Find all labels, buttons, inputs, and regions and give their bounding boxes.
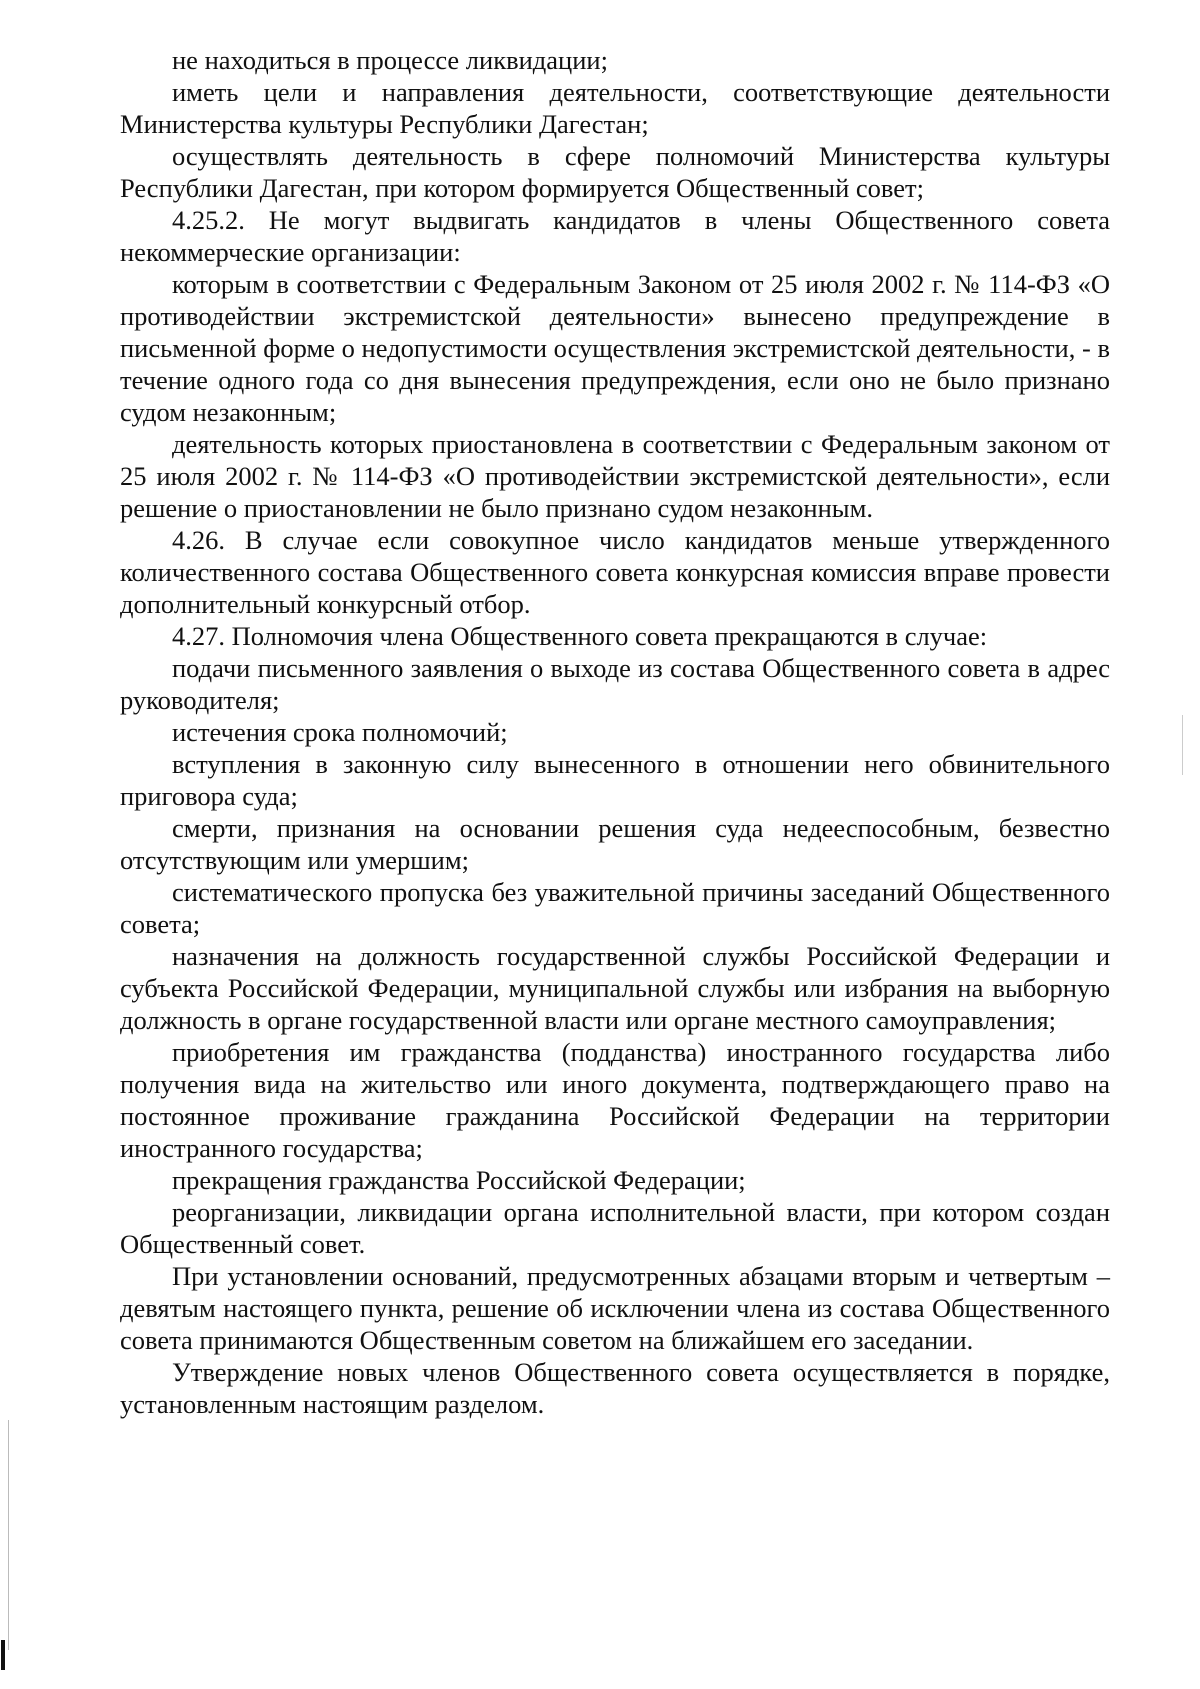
paragraph-19: Утверждение новых членов Общественного совета осуществляется в порядке, установленным настоящим разделом. — [120, 1357, 1110, 1419]
scan-edge-line — [8, 1420, 9, 1650]
scan-edge-mark — [1, 1640, 5, 1670]
paragraph-18: При установлении оснований, предусмотренных абзацами вторым и четвертым – девятым настоящего пункта, решение об исключении члена из состава Общественного совета принимаются Общественным советом на ближайшем его заседании. — [120, 1261, 1110, 1355]
paragraph-2: иметь цели и направления деятельности, соответствующие деятельности Министерства культуры Республики Дагестан; — [120, 77, 1110, 139]
document-page — [120, 44, 1110, 1420]
paragraph-3: осуществлять деятельность в сфере полномочий Министерства культуры Республики Дагестан, при котором формируется Общественный совет; — [120, 141, 1110, 203]
paragraph-1: не находиться в процессе ликвидации; — [172, 45, 608, 75]
paragraph-7: 4.26. В случае если совокупное число кандидатов меньше утвержденного количественного состава Общественного совета конкурсная комиссия вправе провести дополнительный конкурсный отбор. — [120, 525, 1110, 619]
paragraph-6: деятельность которых приостановлена в соответствии с Федеральным законом от 25 июля 2002 г. № 114-ФЗ «О противодействии экстремистской деятельности», если решение о приостановлении не было признано судом незаконным. — [120, 429, 1110, 523]
paragraph-17: реорганизации, ликвидации органа исполнительной власти, при котором создан Общественный совет. — [120, 1197, 1110, 1259]
paragraph-11: вступления в законную силу вынесенного в отношении него обвинительного приговора суда; — [120, 749, 1110, 811]
paragraph-10: истечения срока полномочий; — [172, 717, 508, 747]
paragraph-14: назначения на должность государственной службы Российской Федерации и субъекта Российской Федерации, муниципальной службы или избрания на выборную должность в органе государственной власти или органе местного самоуправления; — [120, 941, 1110, 1035]
scan-margin-line — [1182, 715, 1183, 775]
paragraph-4: 4.25.2. Не могут выдвигать кандидатов в члены Общественного совета некоммерческие организации: — [120, 205, 1110, 267]
paragraph-5: которым в соответствии с Федеральным Законом от 25 июля 2002 г. № 114-ФЗ «О противодействии экстремистской деятельности» вынесено предупреждение в письменной форме о недопустимости осуществления экстремистской деятельности, - в течение одного года со дня вынесения предупреждения, если оно не было признано судом незаконным; — [120, 269, 1110, 427]
paragraph-9: подачи письменного заявления о выходе из состава Общественного совета в адрес руководителя; — [120, 653, 1110, 715]
paragraph-13: систематического пропуска без уважительной причины заседаний Общественного совета; — [120, 877, 1110, 939]
paragraph-16: прекращения гражданства Российской Федерации; — [172, 1165, 746, 1195]
paragraph-8: 4.27. Полномочия члена Общественного совета прекращаются в случае: — [172, 621, 988, 651]
paragraph-12: смерти, признания на основании решения суда недееспособным, безвестно отсутствующим или умершим; — [120, 813, 1110, 875]
paragraph-15: приобретения им гражданства (подданства) иностранного государства либо получения вида на жительство или иного документа, подтверждающего право на постоянное проживание гражданина Российской Федерации на территории иностранного государства; — [120, 1037, 1110, 1163]
